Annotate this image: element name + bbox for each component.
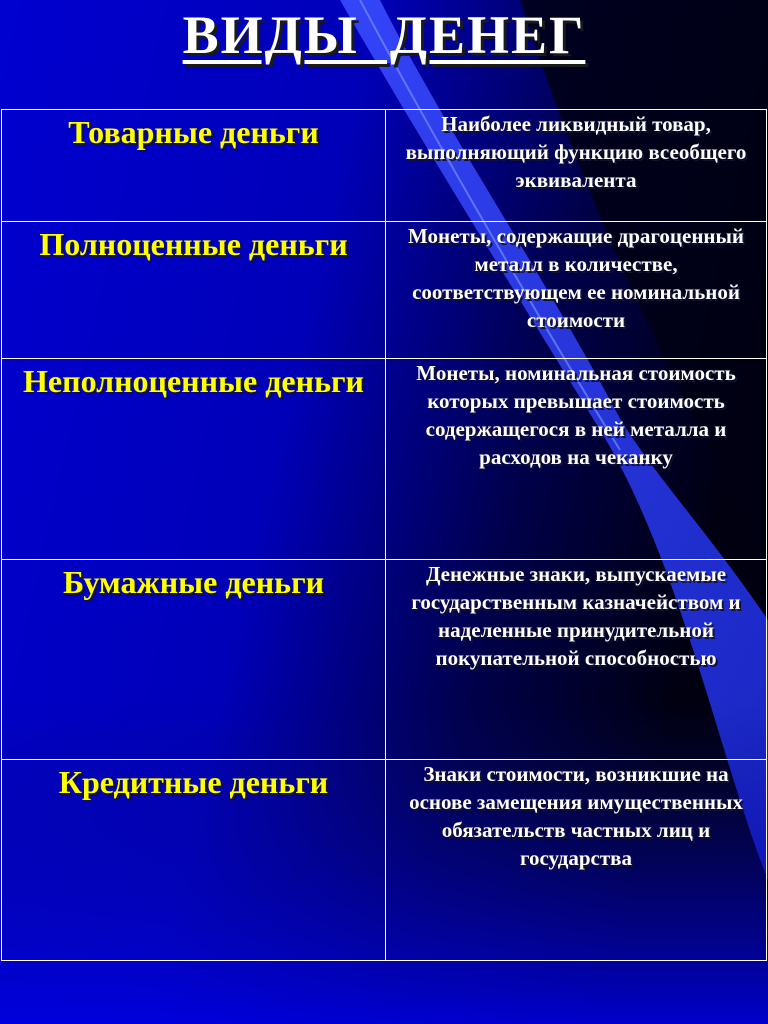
definition-text: Денежные знаки, выпускаемые государственным казначейством и наделенные принудительной покупательной способностью [411,562,741,670]
term-text: Полноценные деньги [39,226,348,262]
term-cell [2,110,386,222]
definition-text: Знаки стоимости, возникшие на основе замещения имущественных обязательств частных лиц и государства [409,762,743,870]
definition-cell [386,560,767,760]
money-types-table [1,109,767,961]
slide-title: ВИДЫ ДЕНЕГ [182,5,586,65]
table-row [2,222,767,359]
definition-cell [386,359,767,560]
definition-text: Монеты, номинальная стоимость которых превышает стоимость содержащегося в ней металла и расходов на чеканку [416,361,736,469]
table-row [2,560,767,760]
term-text: Кредитные деньги [58,764,329,800]
table-row [2,760,767,961]
term-text: Товарные деньги [68,114,319,150]
definition-cell [386,110,767,222]
table-row [2,110,767,222]
term-cell [2,560,386,760]
definition-text: Монеты, содержащие драгоценный металл в количестве, соответствующем ее номинальной стоимости [407,224,745,332]
term-text: Бумажные деньги [62,564,325,600]
term-cell [2,359,386,560]
term-cell [2,760,386,961]
definition-text: Наиболее ликвидный товар, выполняющий функцию всеобщего эквивалента [405,112,747,192]
table-row [2,359,767,560]
term-cell [2,222,386,359]
definition-cell [386,760,767,961]
term-text: Неполноценные деньги [23,363,364,399]
definition-cell [386,222,767,359]
